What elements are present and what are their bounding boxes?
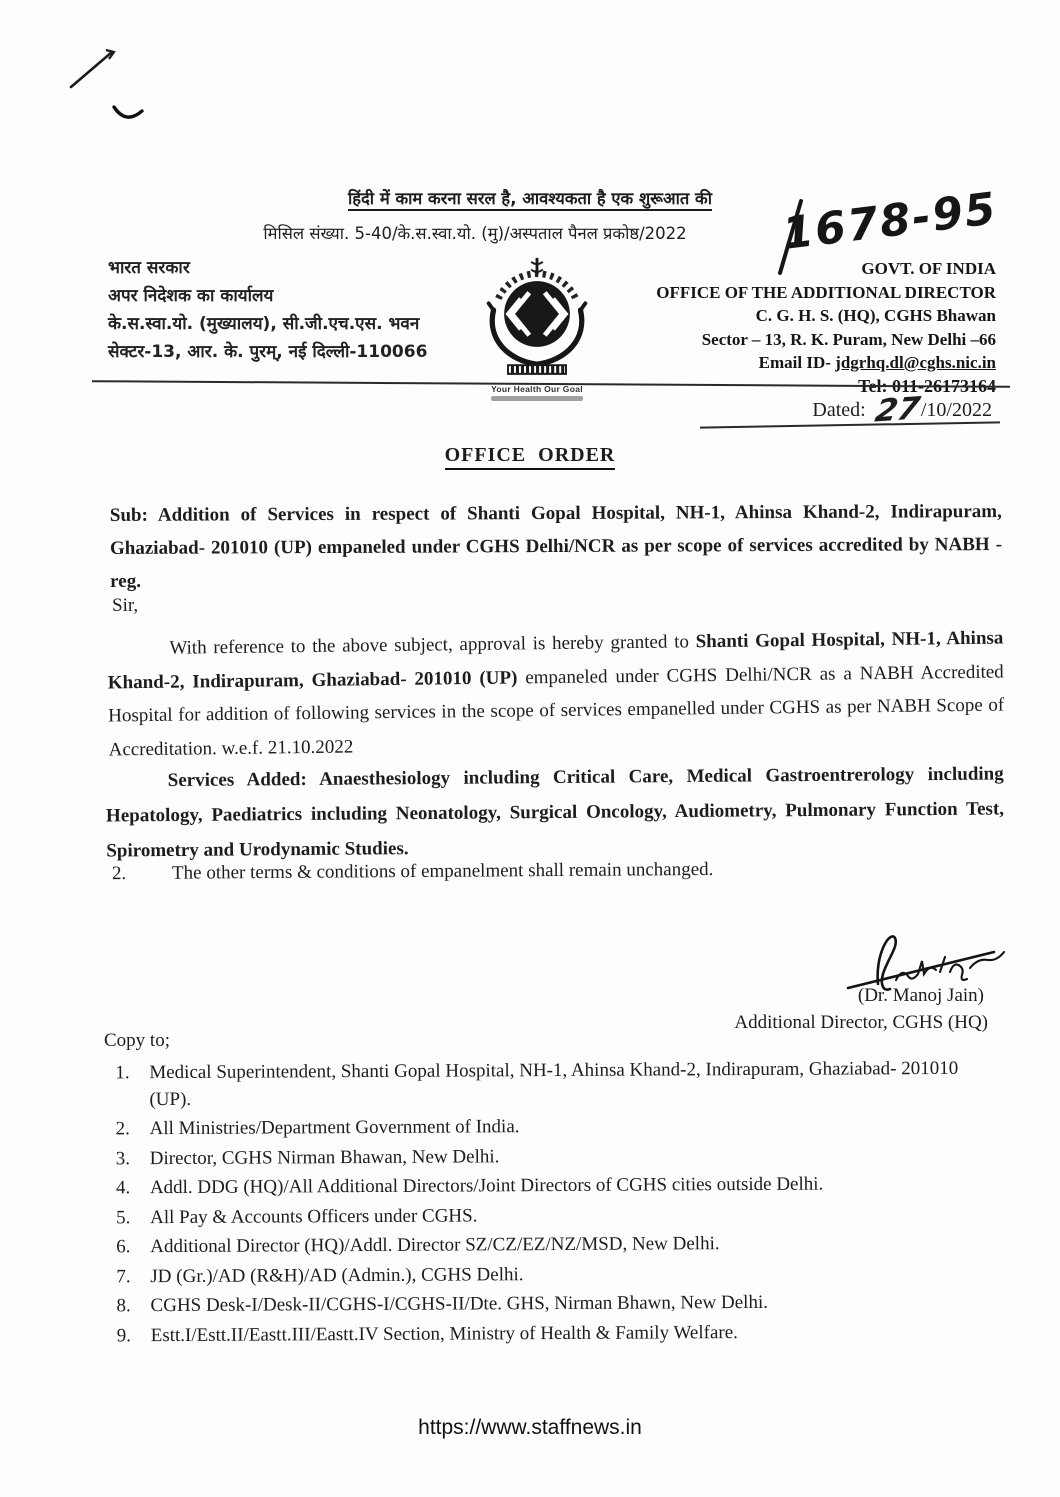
address-en-line2: OFFICE OF THE ADDITIONAL DIRECTOR (656, 282, 996, 302)
address-hindi-line3: के.स.स्वा.यो. (मुख्यालय), सी.जी.एच.एस. भवन (108, 314, 420, 334)
office-order-title (0, 444, 1060, 467)
copy-item-text: Additional Director (HQ)/Addl. Director SZ/CZ/EZ/NZ/MSD, New Delhi. (150, 1233, 720, 1258)
tel-line: Tel: 011-26173164 (858, 375, 996, 396)
para1-pre: With reference to the above subject, approval is hereby granted to (169, 631, 696, 659)
email-label: Email ID- (758, 353, 836, 372)
services-added-paragraph: Services Added: Anaesthesiology including Critical Care, Medical Gastroentrerology including Hepatology, Paediatrics including Neonatology, Surgical Oncology, Audiometry, Pulmonary Function Test, Spirometry and Urodynamic Studies. (105, 763, 1005, 862)
copy-item-number: 6. (116, 1236, 131, 1258)
copy-item-text: Director, CGHS Nirman Bhawan, New Delhi. (149, 1145, 500, 1169)
cghs-logo (478, 248, 596, 401)
copy-item-text: Estt.I/Estt.II/Eastt.III/Eastt.IV Section, Ministry of Health & Family Welfare. (150, 1321, 738, 1346)
diary-number-handwritten: 1678-95 (779, 183, 1001, 260)
office-order-title-text: OFFICE ORDER (445, 444, 616, 470)
copy-item-text: All Ministries/Department Government of India. (149, 1116, 520, 1140)
point-2-number: 2. (111, 863, 127, 885)
logo-caption: Your Health Our Goal (491, 384, 583, 394)
hindi-slogan-text: हिंदी में काम करना सरल है, आवश्यकता है एक शुरूआत की (348, 189, 712, 211)
signatory-name: (Dr. Manoj Jain) (857, 985, 984, 1006)
para1-hospital-bold: Shanti Gopal Hospital, NH-1, Ahinsa Khand-2, Indirapuram, Ghaziabad- 201010 (UP) (107, 627, 1004, 693)
copy-item-text: Addl. DDG (HQ)/All Additional Directors/Joint Directors of CGHS cities outside Delhi. (149, 1173, 824, 1199)
copy-to-item (116, 1230, 1002, 1261)
footer-url: https://www.staffnews.in (418, 1416, 642, 1439)
cghs-emblem-icon (479, 248, 595, 378)
copy-to-item (116, 1112, 1002, 1143)
copy-to-item (116, 1200, 1002, 1231)
copy-item-number: 1. (115, 1062, 130, 1084)
address-en-line3: C. G. H. S. (HQ), CGHS Bhawan (755, 306, 996, 325)
copy-to-label: Copy to; (104, 1030, 170, 1051)
copy-to-item (116, 1259, 1002, 1290)
body-paragraph-1 (107, 622, 1005, 767)
copy-to-item (116, 1289, 1002, 1320)
dated-day-handwritten: 27 (872, 390, 923, 430)
logo-caption-hindi-smudge (491, 396, 583, 401)
scan-mark-diagonal (68, 46, 118, 95)
scan-mark-hook (112, 102, 146, 131)
copy-item-number: 3. (115, 1147, 131, 1169)
govt-address-english (656, 257, 996, 398)
copy-item-number: 4. (115, 1177, 131, 1199)
salutation: Sir, (112, 595, 139, 616)
copy-item-text: All Pay & Accounts Officers under CGHS. (150, 1204, 478, 1228)
subject-paragraph: Sub: Addition of Services in respect of Shanti Gopal Hospital, NH-1, Ahinsa Khand-2, Indirapuram, Ghaziabad- 201010 (UP) empaneled under CGHS Delhi/NCR as per scope of services accredited by NABH -reg. (109, 501, 1003, 592)
email-value: jdgrhq.dl@cghs.nic.in (835, 353, 996, 372)
dated-label: Dated: (812, 399, 866, 421)
copy-to-item (116, 1171, 1002, 1202)
copy-to-item (116, 1141, 1002, 1172)
copy-item-number: 2. (115, 1118, 130, 1140)
copy-to-item (115, 1056, 1001, 1114)
para1-post: empaneled under CGHS Delhi/NCR as a NABH Accredited Hospital for addition of following services in the scope of services empanelled under CGHS as per NABH Scope of Accreditation. w.e.f. 21.10.2022 (108, 661, 1005, 760)
copy-item-number: 5. (116, 1206, 131, 1228)
copy-item-number: 7. (116, 1265, 131, 1287)
point-2-text: The other terms & conditions of empanelment shall remain unchanged. (171, 858, 714, 884)
copy-item-number: 9. (116, 1324, 131, 1346)
address-hindi-line1: भारत सरकार (108, 258, 190, 278)
copy-to-item (117, 1318, 1003, 1349)
email-line (656, 351, 996, 375)
dated-suffix: /10/2022 (920, 399, 992, 421)
copy-item-text: CGHS Desk-I/Desk-II/CGHS-I/CGHS-II/Dte. GHS, Nirman Bhawn, New Delhi. (150, 1291, 769, 1317)
copy-item-text: JD (Gr.)/AD (R&H)/AD (Admin.), CGHS Delhi. (150, 1263, 524, 1287)
copy-item-text: Medical Superintendent, Shanti Gopal Hospital, NH-1, Ahinsa Khand-2, Indirapuram, Ghaziabad- 201010 (UP). (149, 1057, 959, 1110)
copy-to-list (115, 1056, 1003, 1353)
address-hindi-line4: सेक्टर-13, आर. के. पुरम्, नई दिल्ली-110066 (108, 342, 428, 362)
address-hindi-line2: अपर निदेशक का कार्यालय (108, 286, 274, 306)
govt-address-hindi (108, 254, 427, 366)
copy-item-number: 8. (116, 1295, 131, 1317)
address-en-line1: GOVT. OF INDIA (861, 259, 996, 278)
signatory-designation: Additional Director, CGHS (HQ) (734, 1012, 988, 1033)
address-en-line4: Sector – 13, R. K. Puram, New Delhi –66 (701, 329, 996, 349)
file-number-line: मिसिल संख्या. 5-40/के.स.स्वा.यो. (मु)/अस्पताल पैनल प्रकोष्ठ/2022 (263, 224, 687, 243)
